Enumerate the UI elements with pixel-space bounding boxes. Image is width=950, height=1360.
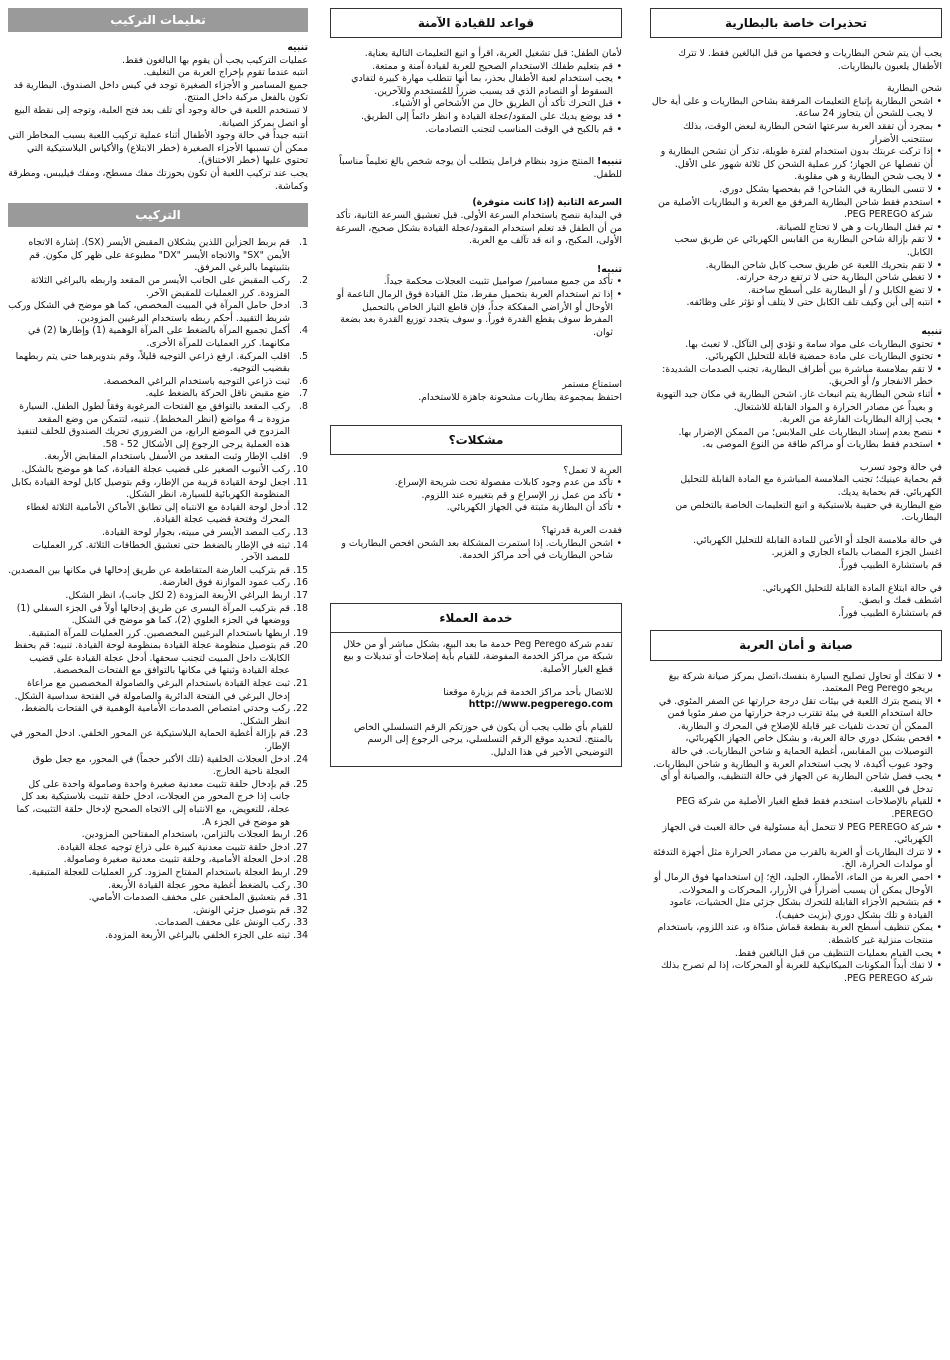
assembly-step <box>8 477 308 502</box>
assembly-step <box>8 451 308 464</box>
maintenance-item: • يمكن تنظيف أسطح العربة بقطعة قماش مندّاة و، عند اللزوم، باستخدام منتجات منزلية غير كاشطة. <box>650 922 942 947</box>
safe-driving-item: • قبل التحرك تأكد أن الطريق خال من الأشخاص أو الأشياء. <box>330 98 622 111</box>
assembly-step <box>8 388 308 401</box>
safe-driving-warning-item: • إذا تم استخدام العربة بتحميل مفرط، مثل القيادة فوق الرمال الناعمة أو الأوحال أو الأراضي المفككة جداً، فإن قاطع التيار الخاص بالتحميل المفرط سوف يقطع القدرة فوراً. و سوف يتجدد توزيع القدرة بعد بضعة ثوان. <box>330 289 622 339</box>
assembly-step-text: اقلب الإطار وثبت المقعد من الأسفل باستخدام المقابض الأربعة. <box>44 451 290 463</box>
assembly-step-text: ادخل حامل المرآة في المبيت المخصص، كما هو موضح في الشكل وركب شريط التقييد. أحكم ربطه باستخدام البرغيين المزودين. <box>8 300 290 324</box>
assembly-step <box>8 867 308 880</box>
assembly-step-text: اربطها باستخدام البرغيين المخصصين. كرر العمليات للمرآة المتبقية. <box>28 627 290 639</box>
assembly-step-number: 17. <box>293 589 308 601</box>
assembly-step-number: 22. <box>293 703 308 715</box>
assembly-step-text: ادخل العجلة الأمامية، وحلقة تثبيت معدنية صغيرة وصامولة. <box>63 854 290 866</box>
battery-charging-list <box>650 96 942 310</box>
assembly-step-number: 4. <box>299 325 308 337</box>
maintenance-item: • الا ينصح بترك اللعبة في بيئات تقل درجة حرارتها عن الصفر المئوي. في حالة استخدام اللعبة في بيئة تقترب درجة حرارتها من صفر مئويا فمن الممكن أن تحدث تلفيات غير قابلة للإصلاح في المحرك و البطارية. <box>650 696 942 734</box>
assembly-step <box>8 754 308 779</box>
assembly-step-text: قم بتركيب العارضة المتقاطعة عن طريق إدخالها في مكانها بين المصدين. <box>8 564 290 576</box>
assembly-step-text: قم بتوصيل جزئي الونش. <box>192 904 290 916</box>
battery-warning-item: • أثناء شحن البطارية يتم انبعاث غاز. اشحن البطارية في مكان جيد التهوية و بعيداً عن مصادر الحرارة و المواد القابلة للاشتعال. <box>650 389 942 414</box>
safe-driving-item: • قد يوضع يديك على المقود/عجلة القيادة و انظر دائماً إلى الطريق. <box>330 111 622 124</box>
assembly-step-text: ركب وحدتي امتصاص الصدمات الأمامية الوهمية في الفتحات بالضغط، انظر الشكل. <box>21 703 290 727</box>
problem-question-2: فقدت العربة قدرتها؟ <box>541 525 622 536</box>
assembly-step-number: 1. <box>299 237 308 249</box>
assembly-step-text: ثبت عجلة القيادة باستخدام البرغي والصامولة المخصصين مع مراعاة إدخال البرغي في الفتحة الدائرية والصامولة في الفتحة سداسية الشكل. <box>14 678 290 702</box>
assembly-step-number: 7. <box>299 388 308 400</box>
battery-charging-item: • لا تغطي شاحن البطارية حتى لا ترتفع درجة حرارته. <box>650 272 942 285</box>
assembly-title: التركيب <box>8 203 308 227</box>
assembly-step-number: 26. <box>293 829 308 841</box>
assembly-step-text: ركب المقبض على الجانب الأيسر من المقعد واربطه بالبراغي الثلاثة المزودة. كرر العمليات للمقبض الآخر. <box>30 275 290 299</box>
problem-2-item: • اشحن البطاريات. إذا استمرت المشكلة بعد الشحن افحص البطاريات و شاحن البطاريات في أحد مراكز الخدمة. <box>330 538 622 563</box>
assembly-step-text: ركب عمود الموازنة فوق العارضة. <box>159 577 290 589</box>
assembly-step <box>8 565 308 578</box>
website-link[interactable]: http://www.pegperego.com <box>468 699 613 711</box>
assembly-step <box>8 703 308 728</box>
assembly-step <box>8 678 308 703</box>
assembly-step-text: ادخل العجلات الخلفية (تلك الأكبر حجماً) في المحور، مع جعل طوق العجلة ناحية الخارج. <box>32 753 290 778</box>
assembly-step <box>8 628 308 641</box>
middle-column <box>330 8 622 767</box>
assembly-step <box>8 275 308 300</box>
assembly-step-text: اربط العجلة باستخدام المفتاح المزود. كرر العمليات للعجلة المتبقية. <box>28 866 290 878</box>
battery-charging-item: • تم قفل البطاريات و هي لا تحتاج للصيانة. <box>650 222 942 235</box>
maintenance-list <box>650 671 942 986</box>
safe-driving-warning-item: • تأكد من جميع مسامير/ صواميل تثبيت العجلات محكمة جيداً. <box>330 276 622 289</box>
assembly-step <box>8 842 308 855</box>
assembly-step-text: اربط البراغي الأربعة المزودة (2 لكل جانب)، انظر الشكل. <box>65 589 290 601</box>
assembly-step-text: ركب الأنبوب الصغير على قضيب عجلة القيادة، كما هو موضح بالشكل. <box>21 463 290 475</box>
customer-service-title: خدمة العملاء <box>330 603 622 633</box>
leak-text-2: ضع البطارية في حقيبة بلاستيكية و اتبع التعليمات الخاصة بالتخلص من البطاريات. <box>675 499 942 524</box>
assembly-step <box>8 401 308 451</box>
maintenance-item: • احمي العربة من الماء، الأمطار، الجليد، الخ؛ إن استخدامها فوق الرمال أو الأوحال يمكن أن يسبب أضراراً في الأزرار، المحركات و المحولات. <box>650 872 942 897</box>
maintenance-item: • لا تترك البطاريات أو العربة بالقرب من مصادر الحرارة مثل أجهزة التدفئة أو مولدات الحرارة، الخ. <box>650 847 942 872</box>
assembly-step-number: 6. <box>299 375 308 387</box>
problem-1-item: • تأكد من عمل زر الإسراع و قم بتغييره عند اللزوم. <box>330 490 622 503</box>
swallow-doctor: قم باستشارة الطبيب فوراً. <box>838 607 942 619</box>
battery-charging-item: • لا تنسى البطارية في الشاحن! قم بفحصها بشكل دوري. <box>650 184 942 197</box>
battery-warning-item: • لا تقم بملامسة مباشرة بين أطراف البطارية، تجنب الصدمات الشديدة: خطر الانفجار و/ أو الحريق. <box>650 364 942 389</box>
assembly-step-number: 20. <box>293 640 308 652</box>
battery-warning-item: • ننصح بعدم إسناد البطاريات على الملابس؛ من الممكن الإضرار بها. <box>650 427 942 440</box>
problem-1-item: • تأكد من عدم وجود كابلات مفصولة تحت شريحة الإسراع. <box>330 477 622 490</box>
assembly-step-text: قم بتركيب المرآة اليسرى عن طريق إدخالها أولاً في الجزء السفلي (1) ووضعها في الجزء العلوي (2)، كما هو موضح في الشكل. <box>16 602 290 627</box>
swallow-title: في حالة ابتلاع المادة القابلة للتحليل الكهربائي. <box>762 582 942 594</box>
assembly-step-text: ركب المقعد بالتوافق مع الفتحات المرغوبة وفقاً لطول الطفل. السيارة مزودة بـ 4 مواضع (انظر المخطط). تنبيه، لتتمكن من وضع المقعد المزدوج في الموضع الرابع، من الضروري تحريك الصندوق للخلف لتنفيذ هذه العملية يرجى الرجوع إلى الأشكال 52 - 58. <box>16 401 290 450</box>
battery-warning-item: • تحتوي البطاريات على مواد سامة و تؤدي إلى التآكل. لا تعبث بها. <box>650 339 942 352</box>
problem-2-list <box>330 538 622 563</box>
assembly-step-text: قم بإزالة أغطية الحماية البلاستيكية عن المحور الخلفي. ادخل المحور في الإطار. <box>10 728 290 753</box>
assembly-step <box>8 779 308 829</box>
safe-driving-list <box>330 61 622 137</box>
problem-question-1: العربة لا تعمل؟ <box>563 464 622 476</box>
maintenance-item: • يجب فصل شاحن البطارية عن الجهاز في حالة التنظيف، والصيانة أو أي تدخل في اللعبة. <box>650 771 942 796</box>
assembly-step-text: اجعل لوحة القيادة قريبة من الإطار، وقم بتوصيل كابل لوحة القيادة بكابل المنظومة الكهربائية للسيارة، انظر الشكل. <box>11 476 290 501</box>
safe-driving-warning-label: تنبيه! <box>597 263 622 275</box>
installation-notes-title: تعليمات التركيب <box>8 8 308 32</box>
problems-title: مشكلات؟ <box>330 425 622 455</box>
battery-title: تحذيرات خاصة بالبطارية <box>650 8 942 38</box>
assembly-step-text: أدخل لوحة القيادة مع الانتباه إلى تطابق الأماكن الأمامية الثلاثة لغطاء المحرك وفتحة قضيب عجلة القيادة. <box>26 501 290 526</box>
swallow-text: اشطف فمك و ابصق. <box>858 595 942 607</box>
assembly-step-number: 11. <box>293 476 308 488</box>
assembly-step <box>8 540 308 565</box>
assembly-step <box>8 351 308 376</box>
battery-warning-title: تنبيه <box>921 325 942 337</box>
safe-driving-title: قواعد للقيادة الآمنة <box>330 8 622 38</box>
assembly-step-text: اقلب المركبة. ارفع ذراعي التوجيه قليلاً، وقم بتدويرهما حتى يتم ربطهما بقضيب التوجيه. <box>15 350 290 375</box>
assembly-step <box>8 640 308 678</box>
battery-warning-item: • استخدم فقط بطاريات أو مراكم طاقة من النوع الموصى به. <box>650 439 942 452</box>
assembly-step-number: 8. <box>299 401 308 412</box>
leak-text: قم بحماية عينيك؛ تجنب الملامسة المباشرة مع المادة القابلة للتحليل الكهربائي. قم بحماية يديك. <box>680 474 942 499</box>
installation-note-paragraph: عمليات التركيب يجب أن يقوم بها البالغون فقط. <box>122 54 308 66</box>
assembly-step-number: 15. <box>293 564 308 576</box>
battery-charging-item: • لا تضع الكابل و / أو البطارية على أسطح ساخنة. <box>650 285 942 298</box>
customer-service-text-1: تقدم شركة Peg Perego خدمة ما بعد البيع، بشكل مباشر أو من خلال شبكة من مراكز الخدمة المفوضة، للقيام بأية إصلاحات أو تبديلات و بيع قطع الغيار الأصلية. <box>343 638 613 676</box>
continuous-fun-title: استمتاع مستمر <box>562 379 622 391</box>
maintenance-item: • يجب القيام بعمليات التنظيف من قبل البالغين فقط. <box>650 948 942 961</box>
battery-charging-item: • لا تقم بإزالة شاحن البطارية من القابس الكهربائي عن طريق سحب الكابل. <box>650 234 942 259</box>
assembly-step <box>8 527 308 540</box>
assembly-step <box>8 590 308 603</box>
assembly-step-number: 10. <box>293 463 308 475</box>
safe-driving-item: • قم بتعليم طفلك الاستخدام الصحيح للعربة لقيادة آمنة و ممتعة. <box>330 61 622 74</box>
assembly-step-text: ركب المصد الأيسر في مبيته، بجوار لوحة القيادة. <box>101 526 290 538</box>
safe-driving-note-label: تنبيه! <box>597 156 622 168</box>
installation-notes-text <box>8 55 308 194</box>
assembly-step-number: 14. <box>293 539 308 551</box>
assembly-step-number: 13. <box>293 526 308 538</box>
installation-warning-label: تنبيه <box>287 42 308 54</box>
safe-driving-note-text: المنتج مزود بنظام فرامل يتطلب أن يوجه شخص بالغ تعليماً مناسباً للطفل. <box>339 156 622 180</box>
installation-note-paragraph: انتبه عندما تقوم بإخراج العربة من التغليف. <box>143 67 308 79</box>
installation-column <box>8 8 308 943</box>
battery-charging-item: • استخدم فقط شاحن البطارية المرفق مع العربة و البطاريات الأصلية من شركة PEG PEREGO. <box>650 197 942 222</box>
assembly-step-number: 29. <box>293 866 308 878</box>
safe-driving-item: • قم بالكبح في الوقت المناسب لتجنب التصادمات. <box>330 124 622 137</box>
battery-intro: يجب أن يتم شحن البطاريات و فحصها من قبل البالغين فقط. لا تترك الأطفال يلعبون بالبطاريات. <box>678 48 942 72</box>
assembly-step-text: ضع مقبض ناقل الحركة بالضغط عليه. <box>145 388 290 400</box>
battery-warning-item: • يجب إزالة البطاريات الفارغة من العربة. <box>650 414 942 427</box>
assembly-step-text: قم بتوصيل منظومة عجلة القيادة بمنظومة لوحة القيادة. تنبيه: قم بحفظ الكابلات داخل المبيت لتجنب سحقها. أدخل عجلة القيادة على قضيب عجلة القيادة وثبتها في مكانها بالتوافق مع الفتحات المخصصة. <box>13 640 290 677</box>
assembly-step-text: ثبته في الإطار بالضغط حتى تعشيق الخطافات الثلاثة. كرر العمليات للمصد الآخر. <box>32 539 290 564</box>
battery-charging-item: • انتبه إلى أين وكيف تلف الكابل حتى لا يتلف أو تؤثر على وظائفه. <box>650 297 942 310</box>
customer-service-box <box>330 633 622 767</box>
assembly-step <box>8 300 308 325</box>
assembly-step-number: 23. <box>293 728 308 740</box>
assembly-step-number: 32. <box>293 904 308 916</box>
maintenance-item: • للقيام بالإصلاحات استخدم فقط قطع الغيار الأصلية من شركة PEG PEREGO. <box>650 796 942 821</box>
continuous-fun-text: احتفظ بمجموعة بطاريات مشحونة جاهزة للاستخدام. <box>418 391 622 403</box>
installation-note-paragraph: يجب عند تركيب اللعبة أن تكون بحوزتك مفك مسطح، ومفك فيليبس، ومطرقة وكماشة. <box>8 168 308 192</box>
assembly-step <box>8 325 308 350</box>
assembly-step-text: ركب الونش على مخفف الصدمات. <box>154 917 290 929</box>
battery-warning-item: • تحتوي البطاريات على مادة حمضية قابلة للتحليل الكهربائي. <box>650 351 942 364</box>
assembly-step-text: قم بإدخال حلقة تثبيت معدنية صغيرة واحدة وصامولة واحدة على كل جانب إذا خرج المحور من العجلات، ادخل حلقة تثبيت بلاستيكية بعد كل عجلة، للتعويض، مع الانتباه إلى الاتجاه الصحيح لإدخال حلقة التثبيت، كما هو موضح في الجزء A. <box>16 778 290 828</box>
assembly-step <box>8 917 308 930</box>
assembly-step-number: 34. <box>293 929 308 941</box>
maintenance-item: • لا تفكك أو تحاول تصليح السيارة بنفسك،اتصل بمركز صيانة شركة بيغ بريجو Peg Perego المعتمد. <box>650 671 942 696</box>
maintenance-title: صيانة و أمان العربة <box>650 630 942 660</box>
assembly-step-number: 28. <box>293 854 308 866</box>
assembly-step <box>8 464 308 477</box>
assembly-step-text: قم بتعشيق الملحقين على مخفف الصدمات الأمامي. <box>88 892 290 904</box>
installation-note-paragraph: انتبه جيداً في حالة وجود الأطفال أثناء عملية تركيب اللعبة بسبب المخاطر التي ممكن أن تسببها الأجزاء الصغيرة (خطر الابتلاع) والأكياس البلاستيكية التي تحتوي عليها (خطر الاختناق). <box>8 130 308 167</box>
assembly-step <box>8 603 308 628</box>
skin-contact-text: اغسل الجزء المصاب بالماء الجاري و الغزير. <box>771 547 942 559</box>
assembly-step-text: اربط العجلات بالتزامن، باستخدام المفتاحين المزودين. <box>81 829 290 841</box>
assembly-step-number: 5. <box>299 350 308 362</box>
assembly-step-number: 19. <box>293 627 308 639</box>
assembly-step-number: 18. <box>293 602 308 614</box>
assembly-step <box>8 930 308 943</box>
safe-driving-intro: لأمان الطفل: قبل تشغيل العربة، اقرأ و اتبع التعليمات التالية بعناية. <box>364 48 622 60</box>
assembly-step-number: 31. <box>293 892 308 904</box>
assembly-step-number: 21. <box>293 678 308 690</box>
assembly-step-number: 9. <box>299 451 308 463</box>
right-column <box>650 8 942 985</box>
assembly-step <box>8 905 308 918</box>
assembly-step <box>8 854 308 867</box>
assembly-step-number: 3. <box>299 300 308 312</box>
assembly-step-number: 16. <box>293 577 308 589</box>
maintenance-item: • افحص بشكل دوري حالة العربة، و بشكل خاص الجهاز الكهربائي، التوصيلات بين المقابس، أغطية الحماية و شاحن البطاريات. في حالة وجود عيوب أكيدة، لا يجب استخدام العربة و البطارية و شاحن البطاريات. <box>650 733 942 771</box>
assembly-step <box>8 376 308 389</box>
assembly-step <box>8 728 308 753</box>
assembly-step-text: أكمل تجميع المرآة بالضغط على المرآة الوهمية (1) وإطارها (2) في مكانهما. كرر العمليات للمرآة الأخرى. <box>28 325 290 350</box>
problem-1-item: • تأكد أن البطارية مثبتة في الجهاز الكهربائي. <box>330 502 622 515</box>
assembly-step <box>8 577 308 590</box>
assembly-step-text: ادخل حلقة تثبيت معدنية كبيرة على ذراع توجيه عجلة القيادة. <box>57 841 290 853</box>
assembly-step-number: 2. <box>299 275 308 287</box>
battery-charging-item: • إذا تركت عربتك بدون استخدام لفترة طويلة، تذكر أن تشحن البطارية و أن تفصلها عن الجهاز؛ كرر عملية الشحن كل ثلاثة شهور على الأقل. <box>650 146 942 171</box>
problem-1-list <box>330 477 622 515</box>
skin-contact-title: في حالة ملامسة الجلد أو الأعين للمادة القابلة للتحليل الكهربائي. <box>693 534 942 546</box>
second-speed-title: السرعة الثانية (إذا كانت متوفرة) <box>472 197 622 209</box>
assembly-step-text: ركب بالضغط أغطية محور عجلة القيادة الأربعة. <box>108 879 290 891</box>
assembly-step-number: 30. <box>293 879 308 891</box>
installation-note-paragraph: جميع المسامير و الأجزاء الصغيرة توجد في كيس داخل الصندوق. البطارية قد تكون بالفعل مركبة داخل المنتج. <box>13 79 308 104</box>
safe-driving-item: • يجب استخدام لعبة الأطفال بحذر، بما أنها تتطلب مهارة كبيرة لتفادي السقوط أو التصادم الذي قد يسبب ضرراً للمُستخدم وللآخرين. <box>330 73 622 98</box>
assembly-step <box>8 880 308 893</box>
battery-charging-item: • بمجرد أن تفقد العربة سرعتها اشحن البطارية لبعض الوقت، بذلك ستتجنب الأضرار <box>650 121 942 146</box>
maintenance-item: • شركة PEG PEREGO لا تتحمل أية مسئولية في حالة العبث في الجهاز الكهربائي. <box>650 822 942 847</box>
battery-charging-item: • لا تقم بتحريك اللعبة عن طريق سحب كابل شاحن البطارية. <box>650 260 942 273</box>
assembly-step-number: 12. <box>293 501 308 513</box>
assembly-step <box>8 829 308 842</box>
assembly-step-number: 24. <box>293 753 308 765</box>
leak-title: في حالة وجود تسرب <box>859 461 942 473</box>
customer-service-text-3: للقيام بأي طلب يجب أن يكون في حوزتكم الرقم التسلسلي الخاص بالمنتج. لتحديد موقع الرقم التسلسلي، يرجى الرجوع إلى الرسم التوضيحي الأخير في هذا الدليل. <box>353 721 613 759</box>
assembly-step-text: قم بربط الجزأين اللذين يشكلان المقبض الأيسر (SX). إشارة الاتجاه الأيمن "SX" والاتجاه الأيسر "DX" مطبوعة على ظهر كل مكون. قم بتثبيتهما بالبرغي المرفق. <box>28 237 290 274</box>
battery-charging-item: • اشحن البطارية بإتباع التعليمات المرفقة بشاحن البطاريات و على أية حال لا يجب للشحن أن يتجاوز 24 ساعة. <box>650 96 942 121</box>
assembly-step <box>8 892 308 905</box>
battery-warning-list <box>650 339 942 452</box>
assembly-step-text: ثبته على الجزء الخلفي بالبراغي الأربعة المزودة. <box>105 929 290 941</box>
assembly-steps-list <box>8 237 308 942</box>
skin-contact-doctor: قم باستشارة الطبيب فوراً. <box>838 560 942 572</box>
battery-charging-title: شحن البطارية <box>886 83 942 95</box>
safe-driving-warning-list <box>330 276 622 339</box>
battery-charging-item: • لا يجب شحن البطارية و هي مقلوبة. <box>650 171 942 184</box>
assembly-step-number: 27. <box>293 841 308 853</box>
second-speed-text: في البداية ننصح باستخدام السرعة الأولى. قبل تعشيق السرعة الثانية، تأكد من أن الطفل قد تعلم استخدام المقود/عجلة القيادة بشكل صحيح، السرعة الأولى، المكبح، و انه قد تآلف مع العربة. <box>335 210 622 247</box>
assembly-step-number: 25. <box>293 778 308 790</box>
customer-service-text-2: للاتصال بأحد مراكز الخدمة قم بزيارة موقعنا <box>443 686 613 698</box>
maintenance-item: • لا تفك أبداً المكونات الميكانيكية للعربة أو المحركات، إذا لم تصرح بذلك شركة PEG PEREGO. <box>650 960 942 985</box>
maintenance-item: • قم بتشحيم الأجزاء القابلة للتحرك بشكل جزئي مثل الحشيات، عامود القيادة و تلك بشكل دوري (بزيت خفيف). <box>650 897 942 922</box>
assembly-step <box>8 237 308 275</box>
assembly-step-text: ثبت ذراعي التوجيه باستخدام البراغي المخصصة. <box>103 375 290 387</box>
installation-note-paragraph: لا تستخدم اللعبة في حالة وجود أي تلف بعد فتح العلبة، وتوجه إلى نقطة البيع أو اتصل بمركز الصيانة. <box>14 105 308 129</box>
assembly-step-number: 33. <box>293 917 308 929</box>
assembly-step <box>8 502 308 527</box>
